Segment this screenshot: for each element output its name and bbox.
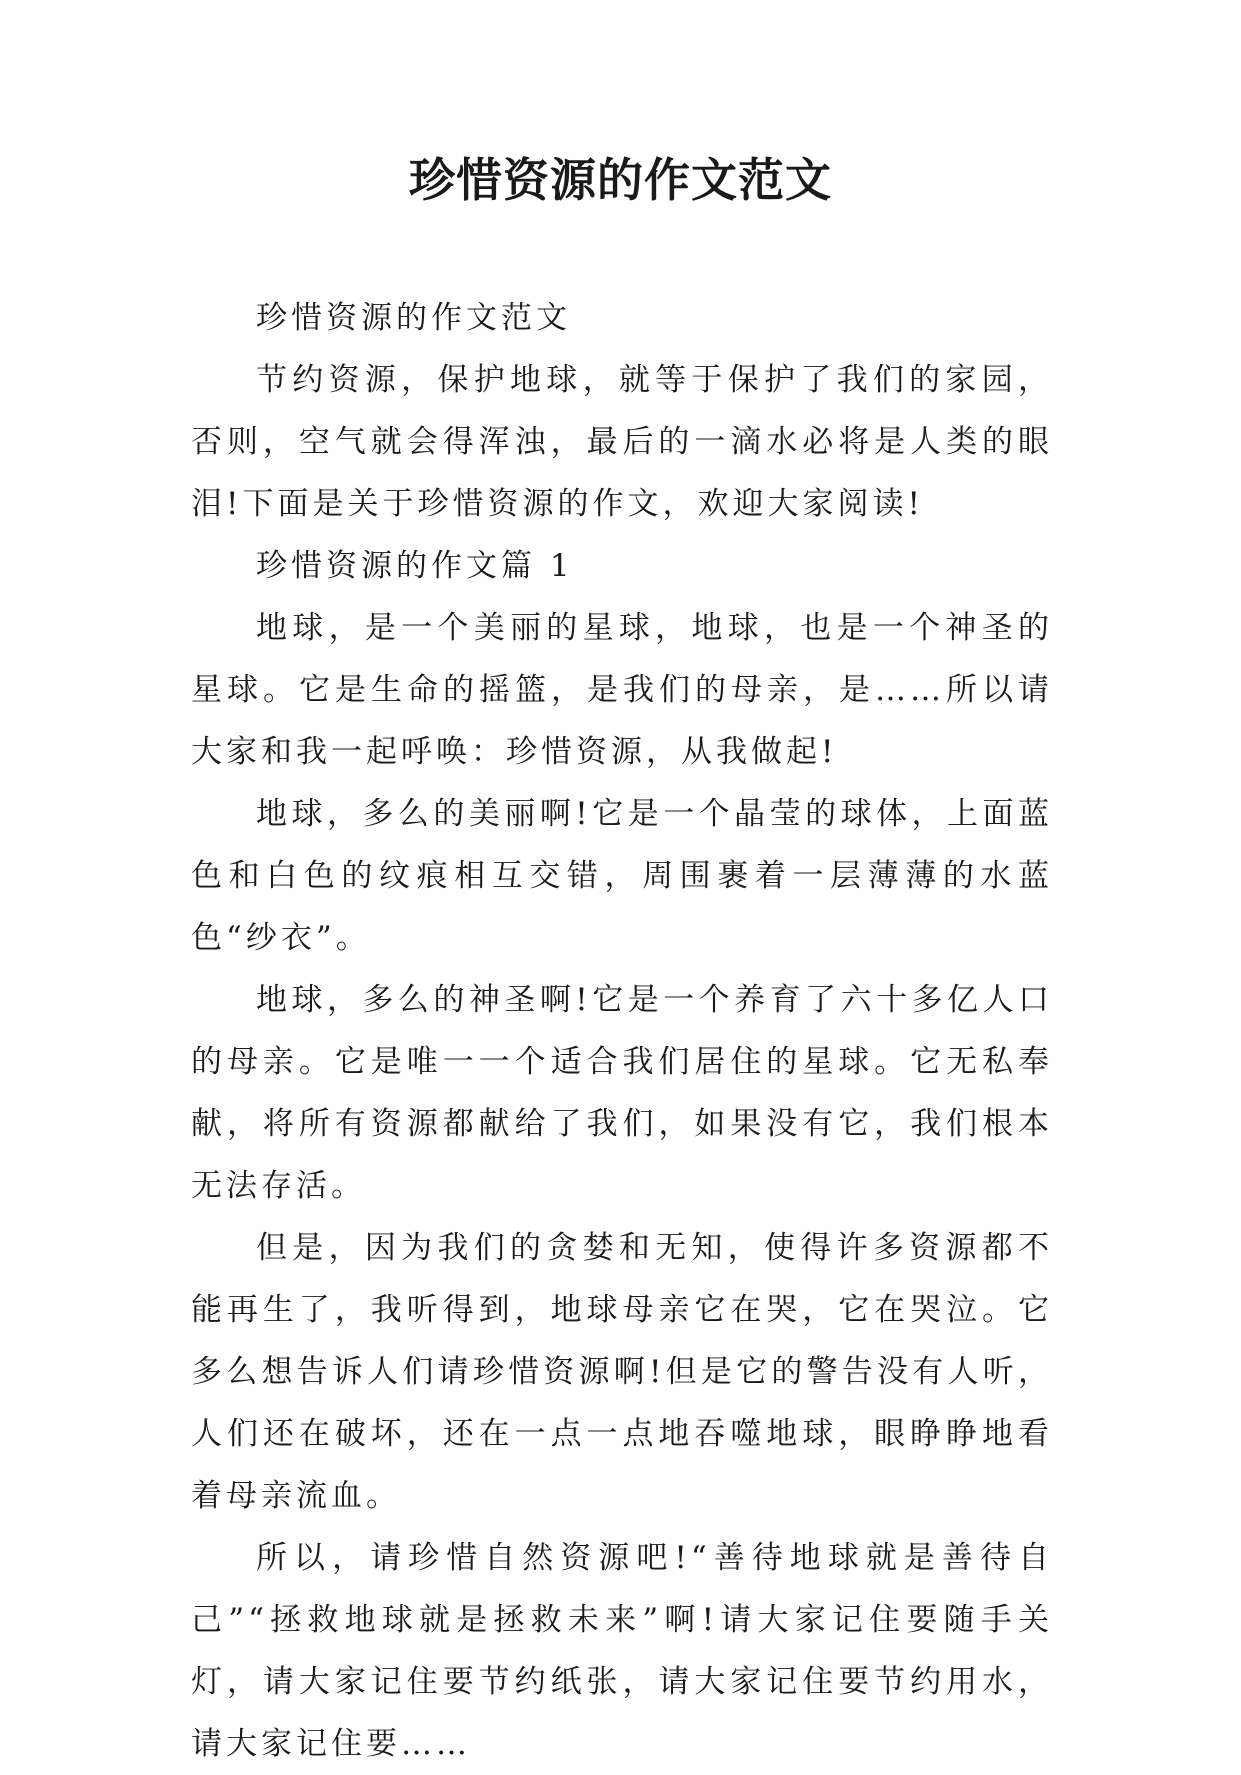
- document-body: [191, 287, 1053, 1775]
- paragraph-section-title: 珍惜资源的作文篇 1: [256, 548, 574, 584]
- paragraph-body: 但是，因为我们的贪婪和无知，使得许多资源都不能再生了，我听得到，地球母亲它在哭，它在哭泣。它多么想告诉人们请珍惜资源啊!但是它的警告没有人听，人们还在破坏，还在一点一点地吞噬地球，眼睁睁地看着母亲流血。: [191, 1230, 1053, 1514]
- paragraph-body: 地球，多么的神圣啊!它是一个养育了六十多亿人口的母亲。它是唯一一个适合我们居住的星球。它无私奉献，将所有资源都献给了我们，如果没有它，我们根本无法存活。: [191, 982, 1053, 1204]
- paragraph-body: 地球，多么的美丽啊!它是一个晶莹的球体，上面蓝色和白色的纹痕相互交错，周围裹着一层薄薄的水蓝色“纱衣”。: [191, 796, 1053, 956]
- paragraph-intro: 节约资源，保护地球，就等于保护了我们的家园，否则，空气就会得浑浊，最后的一滴水必将是人类的眼泪!下面是关于珍惜资源的作文，欢迎大家阅读!: [191, 362, 1053, 522]
- paragraph-body: 所以，请珍惜自然资源吧!“善待地球就是善待自己”“拯救地球就是拯救未来”啊!请大家记住要随手关灯，请大家记住要节约纸张，请大家记住要节约用水，请大家记住要……: [191, 1540, 1053, 1762]
- paragraph-heading: 珍惜资源的作文范文: [256, 300, 571, 336]
- paragraph-body: 地球，是一个美丽的星球，地球，也是一个神圣的星球。它是生命的摇篮，是我们的母亲，是……所以请大家和我一起呼唤：珍惜资源，从我做起!: [191, 610, 1053, 770]
- document-title: 珍惜资源的作文范文: [409, 153, 832, 207]
